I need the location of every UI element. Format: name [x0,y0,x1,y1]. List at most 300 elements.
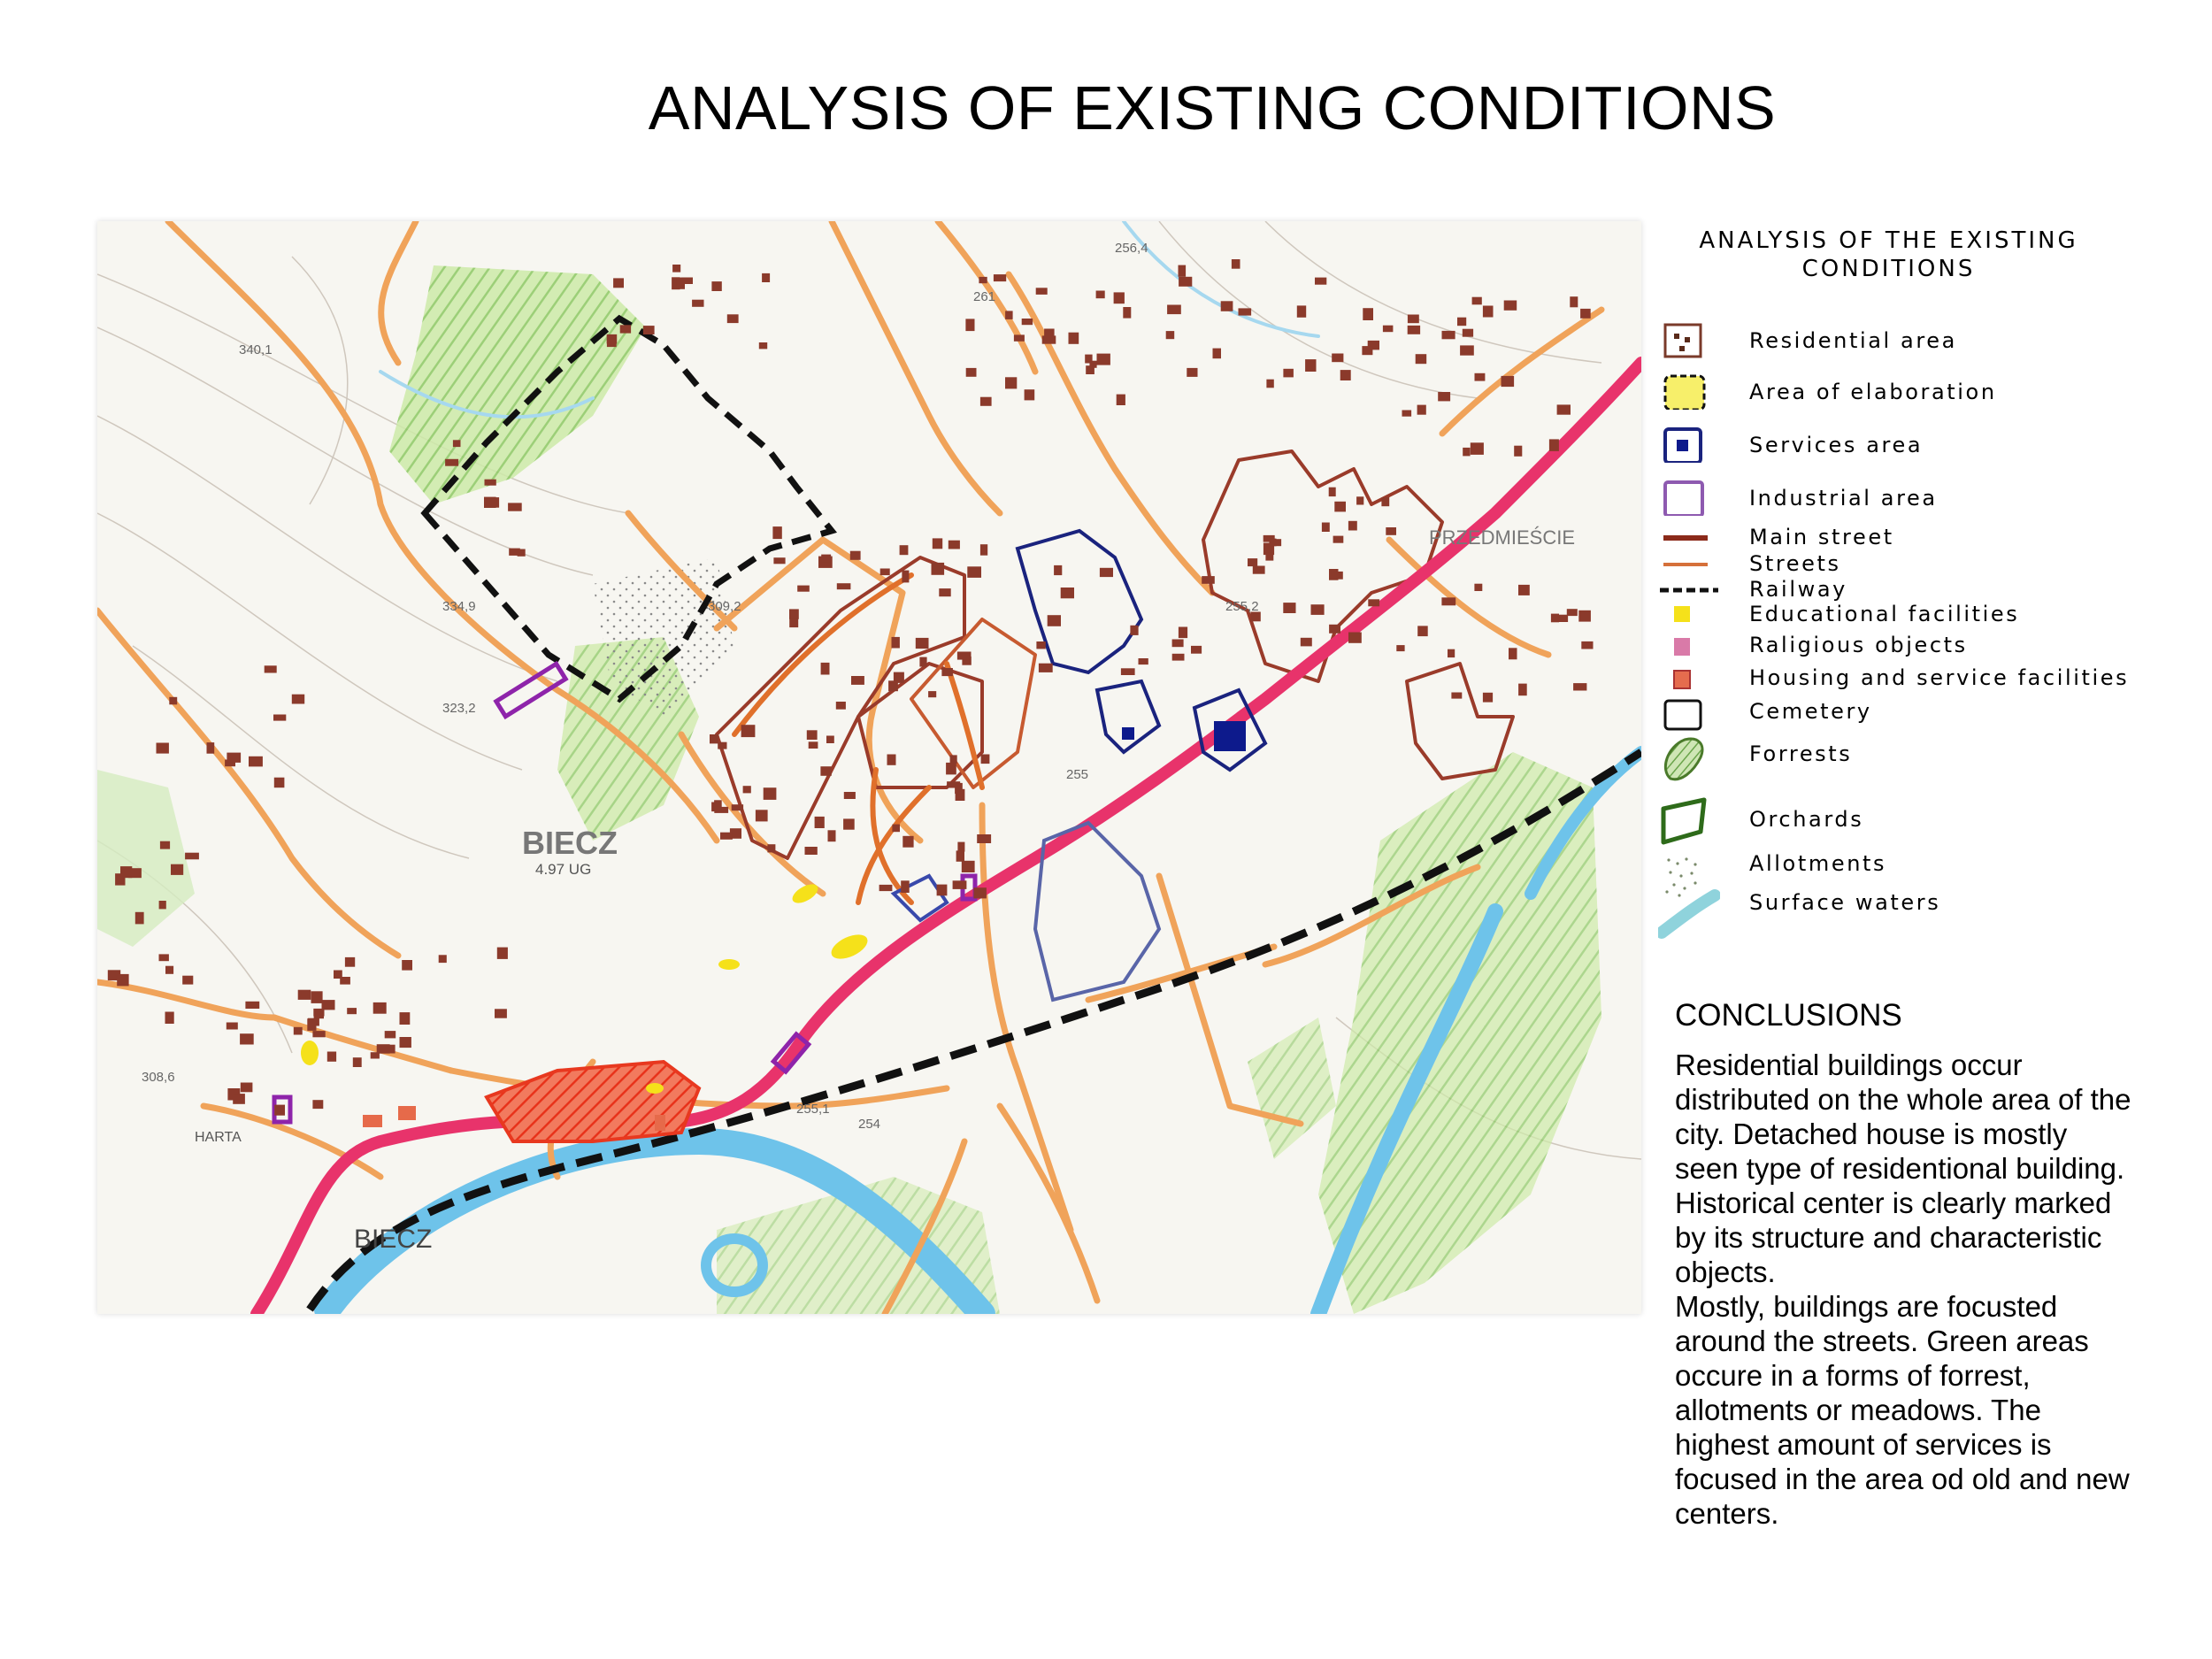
house [160,841,170,849]
house [1202,576,1215,584]
house [1448,649,1455,657]
house [1315,278,1326,285]
house [294,1027,303,1035]
house [157,743,169,754]
residential-icon [1658,323,1711,358]
house [1463,329,1473,337]
streets-icon [1658,551,1711,578]
house [1130,626,1138,635]
town-sub-label: 4.97 UG [535,861,592,878]
house [843,818,855,829]
house [1348,633,1362,643]
house [1417,405,1426,415]
house [439,955,447,963]
house [1283,603,1295,613]
legend-item-religious [1647,633,2130,661]
conclusions-section [1675,998,2135,1531]
house [171,864,183,875]
elev-label: 309,2 [708,599,741,614]
house [955,783,963,794]
elev-label: 256,4 [1115,241,1148,256]
house [620,325,631,333]
house [950,755,957,763]
house [767,844,775,852]
house [743,786,751,793]
house [485,480,496,486]
house [1570,296,1578,307]
house [307,1018,316,1031]
house [128,868,142,878]
legend-item-orchard [1647,796,2130,846]
house [1239,308,1252,315]
house [887,755,896,765]
house [1179,265,1187,277]
house [487,497,499,508]
house [165,966,173,974]
house [185,853,199,860]
house [169,697,177,705]
town-label: BIECZ [522,825,618,861]
house [1472,297,1482,305]
legend-label: Cemetery [1749,699,1872,724]
house [826,736,834,744]
house [727,314,739,323]
house [1232,259,1240,269]
house [967,566,981,578]
house [714,807,728,813]
house [981,755,990,764]
house [241,1083,253,1093]
house [1509,648,1517,659]
city-map [97,221,1641,1314]
legend-label: Allotments [1749,851,1887,876]
house [1117,395,1125,405]
elev-label: 255 [1066,767,1089,782]
legend-label: Raligious objects [1749,633,1968,657]
house [1402,411,1412,417]
surface-water-icon [1658,887,1720,940]
house [892,825,900,833]
house [453,440,461,447]
house [941,668,953,676]
house [1578,611,1591,622]
house [1442,331,1455,339]
house [312,1031,325,1037]
legend-item-educational [1647,602,2130,628]
house [1139,658,1148,664]
house [1005,377,1017,388]
house [1048,615,1061,626]
legend-item-main-street [1647,525,2130,551]
house [888,680,898,691]
legend-item-cemetery [1647,699,2130,731]
house [1253,566,1265,574]
house [916,638,929,649]
house [327,1052,336,1062]
elaboration-icon [1658,374,1711,410]
legend-label: Industrial area [1749,486,1938,511]
elev-label: 255,2 [1225,599,1259,614]
house [274,1105,285,1116]
elev-label: 323,2 [442,701,476,716]
house [1475,373,1486,381]
house [879,885,893,891]
house [821,663,830,675]
house [1297,305,1306,317]
house [692,300,703,307]
house [1368,599,1379,606]
house [227,753,241,763]
house [1022,319,1033,325]
house [1166,331,1175,339]
house [249,757,263,767]
house [711,281,721,291]
house [1301,638,1312,647]
house [1333,536,1344,543]
legend-label: Housing and service facilities [1749,665,2130,690]
house [1471,442,1484,455]
house [1502,376,1515,387]
house [1266,380,1273,388]
house [402,960,412,971]
house [1408,326,1420,334]
house [1463,448,1470,457]
house [613,278,624,288]
house [1559,615,1568,622]
house [1457,318,1466,326]
house [1248,558,1257,566]
legend-label: Educational facilities [1749,602,2020,626]
house [371,1052,380,1058]
house [1187,368,1197,377]
house [509,549,520,556]
house [274,778,285,788]
house [1356,496,1363,504]
industrial-icon [1658,480,1711,516]
house [994,274,1006,281]
house [932,563,945,575]
house [1025,389,1035,400]
religious-icon [1658,633,1711,661]
services-building [1122,727,1134,740]
house [789,618,798,627]
house [1121,668,1135,675]
legend-label: Services area [1749,433,1924,457]
house [1504,301,1517,311]
house [1396,645,1404,651]
house [314,1012,324,1019]
house [1362,346,1372,355]
house [720,833,733,840]
house [1014,334,1025,341]
house [1340,370,1351,380]
house [1123,307,1131,319]
house [1329,569,1339,580]
elev-label: 254 [858,1117,881,1132]
house [900,545,909,555]
house [732,804,743,810]
house [347,1008,357,1014]
services-building [1214,721,1246,751]
house [821,555,831,563]
house [117,974,128,987]
house [1114,292,1125,303]
house [445,459,458,466]
house [1172,654,1185,661]
legend-item-surface-water [1647,887,2130,940]
house [973,887,987,898]
house [815,817,825,828]
house [820,766,831,776]
forest-icon [1658,734,1711,784]
house [1329,625,1340,634]
house [953,880,967,889]
house [182,976,193,985]
house [245,1002,259,1009]
elev-label: 255,1 [796,1102,830,1117]
house [1265,552,1273,560]
educational-icon [1658,602,1711,628]
house [1191,646,1202,654]
house [1581,641,1593,649]
house [381,1045,395,1054]
house [298,990,311,1000]
house [1408,315,1419,324]
house [928,691,936,697]
house [643,326,655,334]
elev-label: 334,9 [442,599,476,614]
house [1381,497,1389,506]
house [1573,683,1586,690]
conclusions-heading: CONCLUSIONS [1675,998,1902,1033]
house [1474,584,1482,591]
house [340,977,350,985]
house [937,885,948,896]
house [1097,354,1110,365]
house [773,557,785,564]
legend-item-housing-service [1647,665,2130,694]
house [977,834,991,843]
house [980,397,992,406]
house [1283,369,1294,378]
house [1518,585,1530,595]
house [1305,359,1316,372]
house [1416,354,1427,364]
legend-item-industrial [1647,480,2130,516]
orchard-icon [1658,796,1711,846]
house [607,339,617,348]
house [1551,614,1559,623]
town2-label: BIECZ [354,1225,433,1254]
house [957,842,964,852]
house [1438,392,1450,401]
house [240,1033,254,1044]
house [789,609,799,618]
house [710,734,718,743]
house [1167,305,1181,315]
legend-label: Area of elaboration [1749,380,1997,404]
house [851,676,864,685]
house [902,836,913,848]
house [939,588,950,596]
house [233,1094,245,1104]
house [1311,604,1325,615]
house [718,742,726,749]
house [1348,521,1357,531]
elev-label: 308,6 [142,1070,175,1085]
house [966,368,977,377]
house [1549,439,1559,451]
house [956,850,964,861]
house [828,830,836,841]
legend-item-services [1647,427,2130,463]
house [672,265,680,273]
house [1363,308,1373,320]
legend-label: Residential area [1749,328,1957,353]
house [1483,306,1494,318]
house [312,1100,323,1109]
legend-item-railway [1647,577,2130,603]
house [892,637,900,649]
house [1383,326,1394,333]
house [1514,446,1522,457]
house [1329,488,1336,496]
house [227,1023,238,1030]
house [797,586,810,592]
legend-item-elaboration [1647,374,2130,410]
house [322,1000,335,1010]
legend-item-residential [1647,323,2130,358]
legend-item-streets [1647,551,2130,578]
house [1460,345,1474,355]
house [1417,626,1428,636]
house [159,901,166,909]
house [1273,539,1281,546]
house [1044,329,1055,341]
house [979,277,987,283]
house [772,526,781,539]
house [115,873,125,885]
house [850,551,861,560]
house [933,538,942,549]
house [880,569,890,576]
house [676,278,685,289]
page-title: ANALYSIS OF EXISTING CONDITIONS [648,73,1777,142]
historic-center [487,1062,699,1141]
house [207,742,215,754]
house [809,741,818,749]
house [1451,693,1462,699]
house [1580,309,1591,319]
main-street-icon [1658,525,1711,551]
house [1332,354,1343,363]
house [1386,527,1396,535]
house [1483,693,1493,703]
house [1179,627,1187,639]
house [1567,609,1578,616]
house [159,954,169,961]
house [400,1037,411,1048]
house [1089,361,1096,368]
house [741,725,756,737]
house [373,1002,387,1014]
house [292,695,304,704]
house [497,948,508,959]
house [1322,523,1330,533]
house [1096,291,1105,299]
house [495,1009,507,1018]
housing-service-icon [1658,665,1711,694]
house [385,1031,396,1038]
house [1054,565,1062,575]
house [957,652,972,660]
legend-label: Orchards [1749,807,1864,832]
house [902,571,909,583]
house [759,342,767,349]
house [837,583,851,589]
house [1061,588,1074,598]
house [1069,333,1079,344]
legend-label: Main street [1749,525,1894,549]
house [762,273,770,282]
house [353,1057,362,1067]
place-label: HARTA [195,1130,242,1145]
house [844,792,856,799]
house [807,730,818,740]
house [1518,684,1527,696]
house [1334,502,1346,512]
cemetery-icon [1658,699,1711,731]
house [980,544,987,556]
house [965,319,974,331]
services-icon [1658,427,1711,463]
house [1036,288,1048,295]
house [311,991,323,1003]
house [756,810,768,821]
house [1005,311,1013,319]
legend-label: Surface waters [1749,890,1941,915]
conclusions-text: Residential buildings occur distributed on the whole area of the city. Detached house is mostly seen type of residentional building. Historical center is clearly marked by its structure and characteristic objects. Mostly, buildings are focusted around the streets. Green areas occure in a forms of forrest, allotments or meadows. The highest amount of services is focused in the area od old and new centers. [1675,1048,2131,1530]
house [265,665,277,672]
house [345,957,355,967]
house [1100,568,1113,577]
elev-label: 340,1 [239,342,273,357]
house [400,1012,411,1025]
house [135,912,144,925]
house [919,657,926,667]
house [901,880,909,893]
house [1036,641,1045,649]
house [508,503,522,511]
house [273,715,286,721]
house [805,847,818,855]
house [1039,664,1053,672]
district-label: PRZEDMIEŚCIE [1429,526,1576,549]
house [1221,301,1233,311]
legend-label: Forrests [1749,741,1853,766]
elev-label: 261 [973,289,996,304]
house [764,787,777,800]
house [1172,640,1184,648]
house [1557,404,1571,414]
legend-title: ANALYSIS OF THE EXISTING CONDITIONS [1699,227,2078,282]
legend-label: Streets [1749,551,1841,576]
legend-label: Railway [1749,577,1847,602]
legend-item-forest [1647,734,2130,784]
house [165,1012,174,1025]
house [1213,349,1222,359]
house [962,861,975,872]
